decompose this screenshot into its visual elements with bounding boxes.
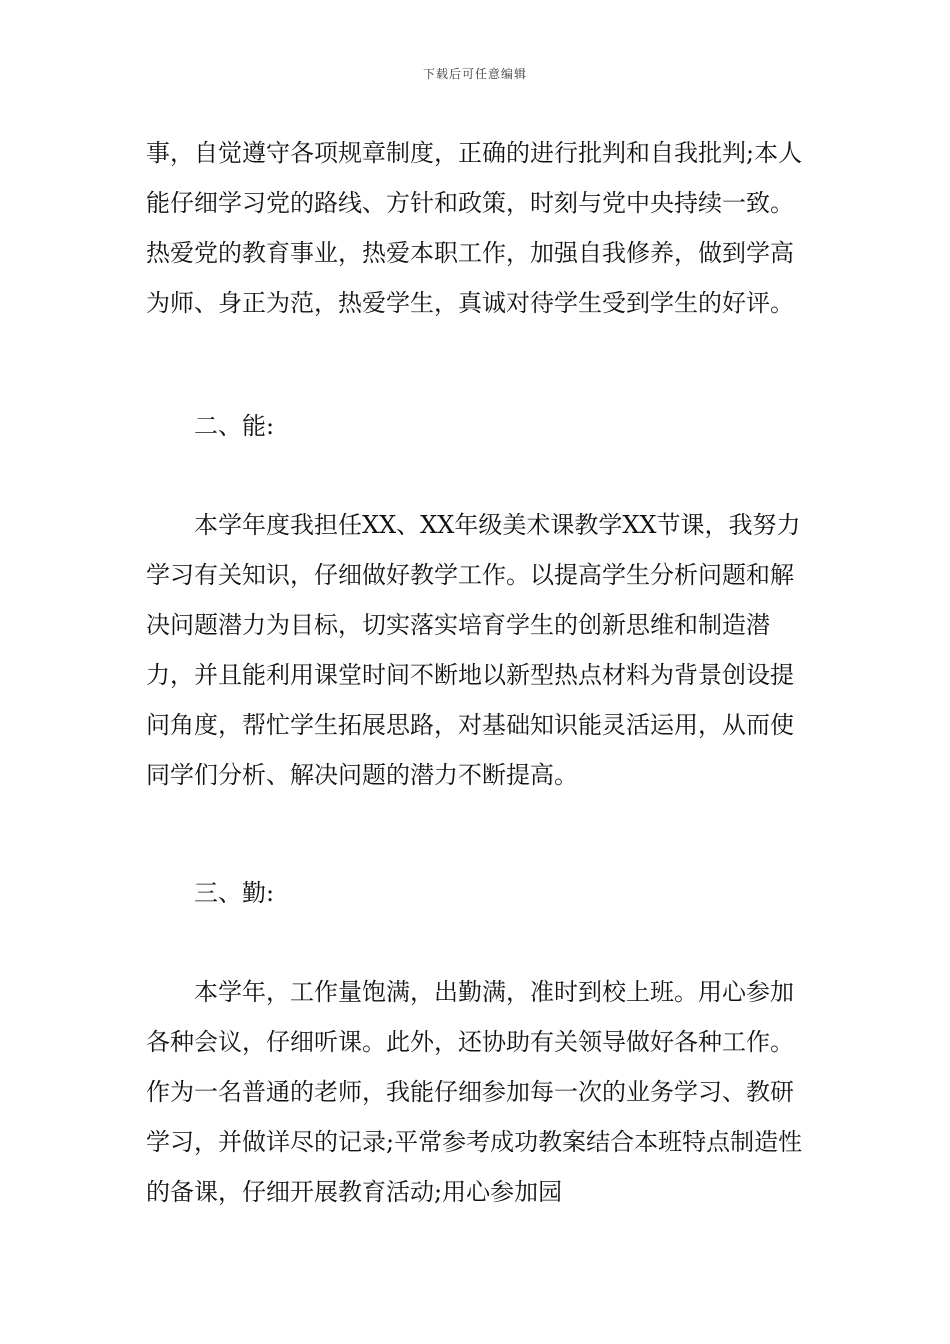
spacer [146,918,810,967]
page-header: 下载后可任意编辑 [422,67,527,81]
paragraph-diligence: 本学年，工作量饱满，出勤满，准时到校上班。用心参加各种会议，仔细听课。此外，还协助有关领导做好各种工作。作为一名普通的老师，我能仔细参加每一次的业务学习、教研学习，并做详尽的记录;平常参考成功教案结合本班特点制造性的备课，仔细开展教育活动;用心参加园 [146,978,803,1206]
spacer [146,328,810,401]
paragraph-ability: 本学年度我担任XX、XX年级美术课教学XX节课，我努力学习有关知识，仔细做好教学工作。以提高学生分析问题和解决问题潜力为目标，切实落实培育学生的创新思维和制造潜力，并且能利用课堂时间不断地以新型热点材料为背景创设提问角度，帮忙学生拓展思路，对基础知识能灵活运用，从而使同学们分析、解决问题的潜力不断提高。 [146,511,801,789]
document-body [146,128,810,1217]
paragraph-ethics: 事，自觉遵守各项规章制度，正确的进行批判和自我批判;本人能仔细学习党的路线、方针和政策，时刻与党中央持续一致。热爱党的教育事业，热爱本职工作，加强自我修养，做到学高为师、身正为范，热爱学生，真诚对待学生受到学生的好评。 [146,139,803,317]
spacer [146,800,810,868]
spacer [146,451,810,500]
section-heading-ability: 二、能: [194,412,275,440]
section-heading-diligence: 三、勤: [194,879,275,907]
